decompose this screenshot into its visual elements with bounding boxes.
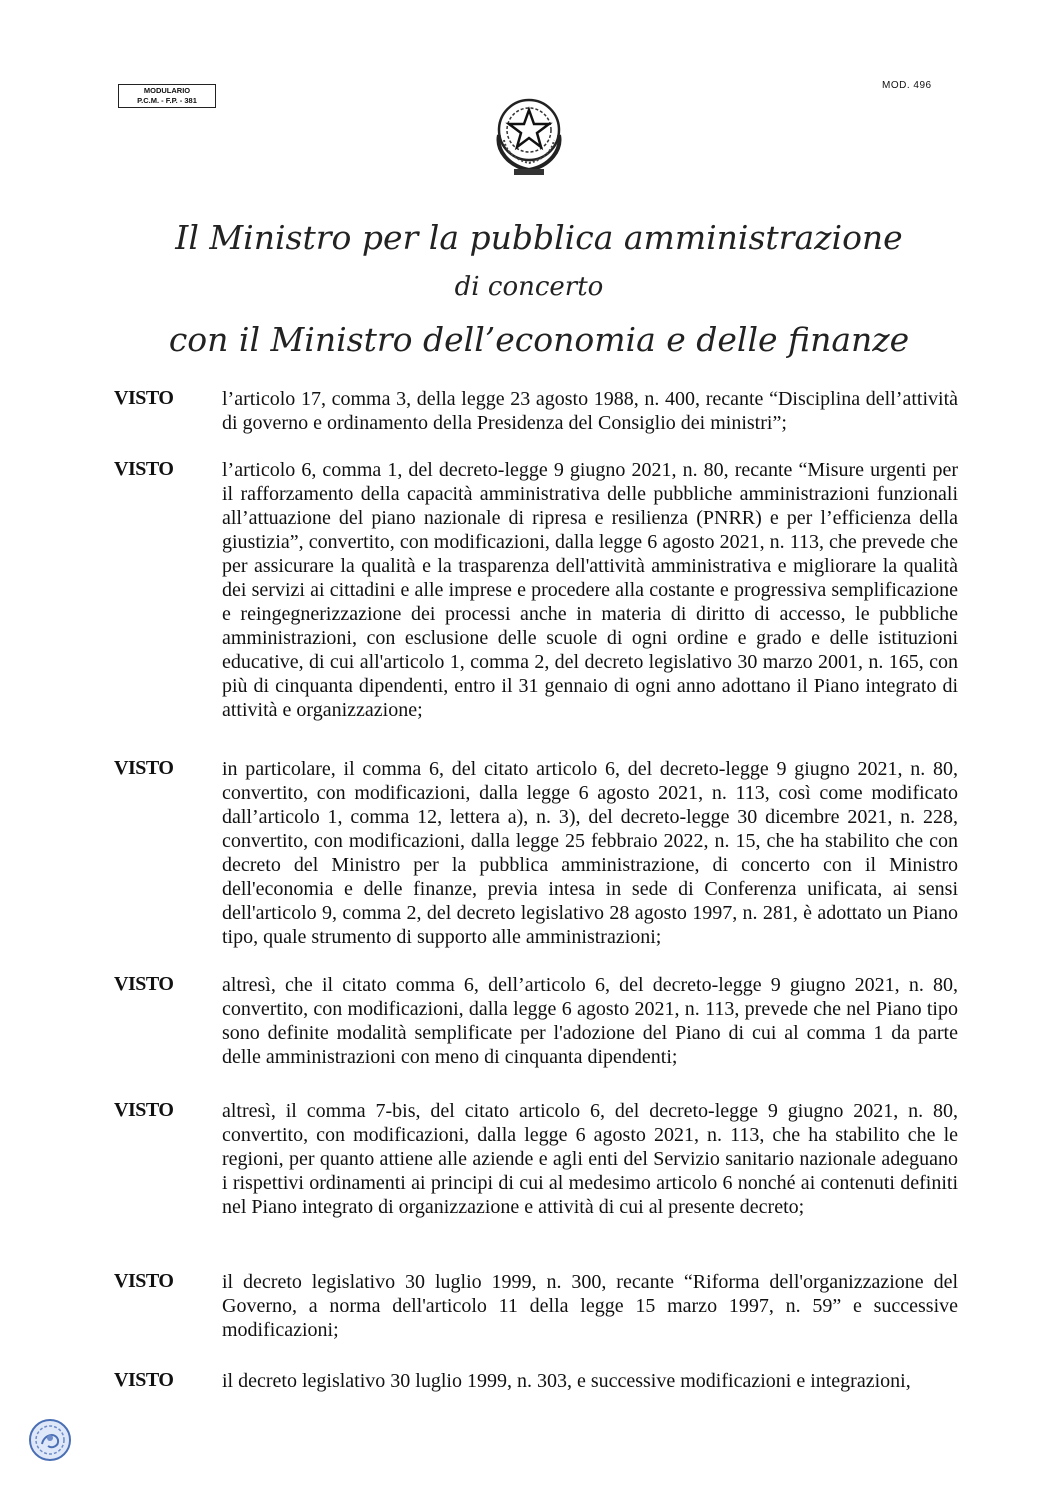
mod-code: MOD. 496	[882, 80, 932, 91]
clause-keyword: VISTO	[114, 757, 174, 779]
title-minister: Il Ministro per la pubblica amministrazione	[175, 218, 903, 257]
stamp-line-2: P.C.M. - F.P. - 381	[137, 96, 197, 105]
title-concert: di concerto	[454, 272, 604, 302]
clause-text: altresì, che il citato comma 6, dell’articolo 6, del decreto-legge 9 giugno 2021, n. 80, convertito, con modificazioni, dalla legge 6 agosto 2021, n. 113, prevede che nel Piano tipo sono definite modalità semplificate per l'adozione del Piano di cui al comma 1 da parte delle amministrazioni con meno di cinquanta dipendenti;	[222, 974, 958, 1068]
clause-text: in particolare, il comma 6, del citato articolo 6, del decreto-legge 9 giugno 2021, n. 80, convertito, con modificazioni, dalla legge 6 agosto 2021, n. 113, così come modificato dall’articolo 1, comma 12, lettera a), n. 3), del decreto-legge 30 dicembre 2021, n. 228, convertito, con modificazioni, dalla legge 25 febbraio 2022, n. 15, che ha stabilito che con decreto del Ministro per la pubblica amministrazione, di concerto con il Ministro dell'economia e delle finanze, previa intesa in sede di Conferenza unificata, ai sensi dell'articolo 9, comma 2, del decreto legislativo 28 agosto 1997, n. 281, è adottato un Piano tipo, quale strumento di supporto alle amministrazioni;	[222, 758, 958, 948]
clause-text: il decreto legislativo 30 luglio 1999, n. 300, recante “Riforma dell'organizzazione del Governo, a norma dell'articolo 11 della legge 15 marzo 1997, n. 59” e successive modificazioni;	[222, 1271, 958, 1341]
clause-text: il decreto legislativo 30 luglio 1999, n. 303, e successive modificazioni e integrazioni,	[222, 1370, 911, 1392]
clause-keyword: VISTO	[114, 1369, 174, 1391]
clause-keyword: VISTO	[114, 1270, 174, 1292]
clause-keyword: VISTO	[114, 1099, 174, 1121]
italian-republic-emblem-icon	[486, 90, 572, 178]
stamp-line-1: MODULARIO	[143, 86, 191, 95]
title-minister-economy: con il Ministro dell’economia e delle finanze	[168, 320, 910, 359]
clause-text: altresì, il comma 7-bis, del citato articolo 6, del decreto-legge 9 giugno 2021, n. 80, convertito, con modificazioni, dalla legge 6 agosto 2021, n. 113, che ha stabilito che le regioni, per quanto attiene alle aziende e agli enti del Servizio sanitario nazionale adeguano i rispettivi ordinamenti ai principi di cui al medesimo articolo 6 nonché ai contenuti definiti nel Piano integrato di organizzazione e attività di cui al presente decreto;	[222, 1100, 958, 1218]
clause-keyword: VISTO	[114, 973, 174, 995]
clause-keyword: VISTO	[114, 458, 174, 480]
clause-text: l’articolo 17, comma 3, della legge 23 agosto 1988, n. 400, recante “Disciplina dell’attività di governo e ordinamento della Presidenza del Consiglio dei ministri”;	[222, 388, 958, 434]
clause-keyword: VISTO	[114, 387, 174, 409]
modulario-stamp	[118, 84, 216, 108]
clause-text: l’articolo 6, comma 1, del decreto-legge 9 giugno 2021, n. 80, recante “Misure urgenti per il rafforzamento della capacità amministrativa delle pubbliche amministrazioni funzionali all’attuazione del piano nazionale di ripresa e resilienza (PNRR) e per l’efficienza della giustizia”, convertito, con modificazioni, dalla legge 6 agosto 2021, n. 113, che prevede che per assicurare la qualità e la trasparenza dell'attività amministrativa e migliorare la qualità dei servizi ai cittadini e alle imprese e procedere alla costante e progressiva semplificazione e reingegnerizzazione dei processi anche in materia di diritto di accesso, le pubbliche amministrazioni, con esclusione delle scuole di ogni ordine e grado e delle istituzioni educative, di cui all'articolo 1, comma 2, del decreto legislativo 30 marzo 2001, n. 165, con più di cinquanta dipendenti, entro il 31 gennaio di ogni anno adottano il Piano integrato di attività e organizzazione;	[222, 459, 958, 721]
blue-seal-icon	[28, 1418, 72, 1462]
